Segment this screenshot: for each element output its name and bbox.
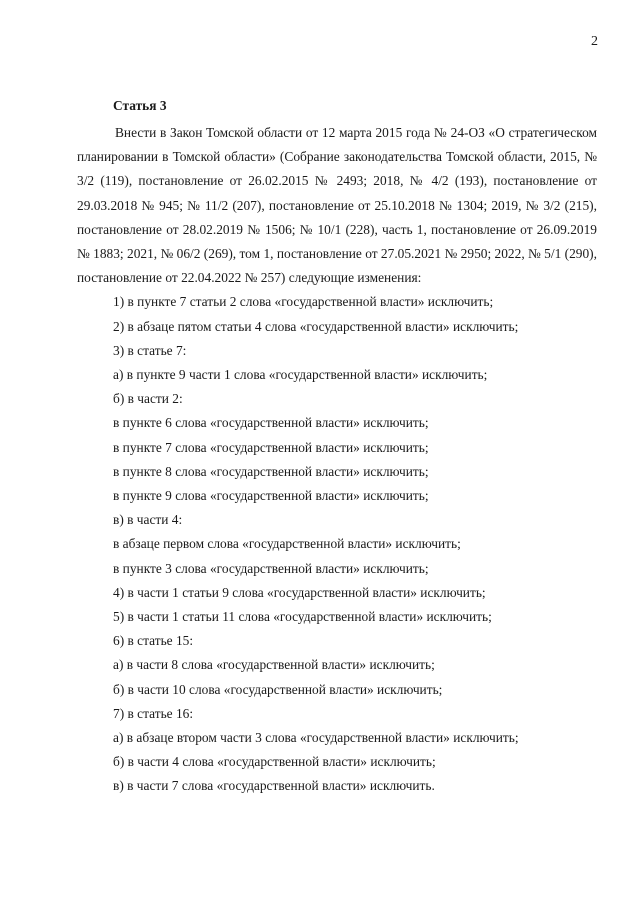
amendment-list [77, 290, 597, 798]
list-item: 6) в статье 15: [113, 633, 194, 649]
article-heading: Статья 3 [113, 98, 167, 113]
list-item: 1) в пункте 7 статьи 2 слова «государственной власти» исключить; [113, 294, 494, 310]
list-item: а) в пункте 9 части 1 слова «государственной власти» исключить; [113, 367, 488, 383]
list-item: б) в части 10 слова «государственной власти» исключить; [113, 681, 443, 697]
list-item: а) в части 8 слова «государственной власти» исключить; [113, 657, 435, 673]
list-item: в пункте 3 слова «государственной власти» исключить; [113, 560, 429, 576]
list-item: б) в части 4 слова «государственной власти» исключить; [113, 754, 436, 770]
intro-paragraph: Внести в Закон Томской области от 12 марта 2015 года № 24-ОЗ «О стратегическом планировании в Томской области» (Собрание законодательства Томской области, 2015, № 3/2 (119), постановление от 26.02.2015 № 2493; 2018, № 4/2 (193), постановление от 29.03.2018 № 945; № 11/2 (207), постановление от 25.10.2018 № 1304; 2019, № 3/2 (215), постановление от 28.02.2019 № 1506; № 10/1 (228), часть 1, постановление от 26.09.2019 № 1883; 2021, № 06/2 (269), том 1, постановление от 27.05.2021 № 2950; 2022, № 5/1 (290), постановление от 22.04.2022 № 257) следующие изменения: [77, 125, 597, 286]
document-body [77, 95, 597, 799]
list-item: 3) в статье 7: [113, 342, 187, 358]
list-item: в пункте 6 слова «государственной власти» исключить; [113, 415, 429, 431]
list-item: 5) в части 1 статьи 11 слова «государственной власти» исключить; [113, 609, 492, 625]
list-item: б) в части 2: [113, 391, 183, 407]
list-item: в) в части 7 слова «государственной власти» исключить. [113, 778, 435, 794]
list-item: 7) в статье 16: [113, 705, 194, 721]
page-number: 2 [591, 34, 598, 49]
list-item: в пункте 9 слова «государственной власти» исключить; [113, 488, 429, 504]
list-item: а) в абзаце втором части 3 слова «государственной власти» исключить; [113, 730, 519, 746]
list-item: в) в части 4: [113, 512, 183, 528]
list-item: 2) в абзаце пятом статьи 4 слова «государственной власти» исключить; [113, 318, 519, 334]
list-item: в пункте 8 слова «государственной власти» исключить; [113, 463, 429, 479]
list-item: 4) в части 1 статьи 9 слова «государственной власти» исключить; [113, 584, 486, 600]
list-item: в пункте 7 слова «государственной власти» исключить; [113, 439, 429, 455]
list-item: в абзаце первом слова «государственной власти» исключить; [113, 536, 461, 552]
